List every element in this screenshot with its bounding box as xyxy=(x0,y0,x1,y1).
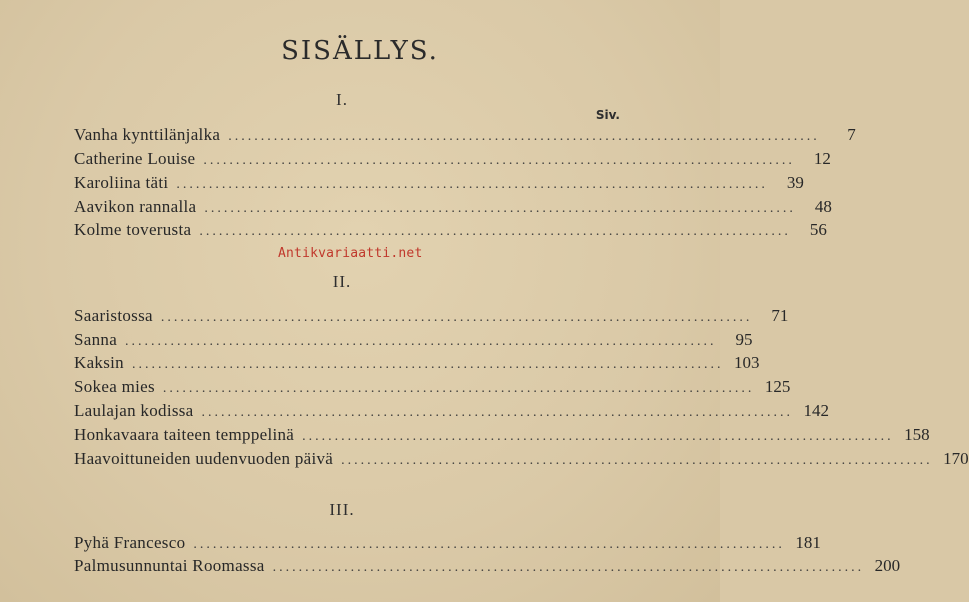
dot-leader: ........................................................................................... xyxy=(201,405,794,420)
entry-page-number: 56 xyxy=(809,220,827,239)
entry-title: Haavoittuneiden uudenvuoden päivä xyxy=(74,449,334,468)
page-title: SISÄLLYS. xyxy=(281,36,439,66)
entry-page-number: 125 xyxy=(764,377,791,396)
toc-entry xyxy=(74,449,969,469)
dot-leader: ........................................................................................... xyxy=(302,429,894,444)
entry-title: Karoliina täti xyxy=(74,173,169,192)
dot-leader: ........................................................................................... xyxy=(162,381,755,396)
toc-entry xyxy=(74,533,821,553)
toc-entry xyxy=(74,125,856,145)
entry-page-number: 71 xyxy=(771,306,789,325)
entry-title: Palmusunnuntai Roomassa xyxy=(74,556,265,575)
toc-entry xyxy=(74,353,760,373)
dot-leader: ........................................................................................... xyxy=(131,357,724,372)
entry-title: Laulajan kodissa xyxy=(74,401,194,420)
entry-page-number: 103 xyxy=(733,353,760,372)
toc-entry xyxy=(74,425,930,445)
section-heading-3: III. xyxy=(329,500,355,519)
section-heading-1: I. xyxy=(336,90,348,109)
dot-leader: ........................................................................................... xyxy=(199,224,791,239)
section-heading-2: II. xyxy=(332,272,352,291)
entry-title: Catherine Louise xyxy=(74,149,196,168)
entry-page-number: 48 xyxy=(814,197,832,216)
page-column-header: Siv. xyxy=(595,108,620,122)
dot-leader: ........................................................................................... xyxy=(193,537,785,552)
entry-page-number: 200 xyxy=(874,556,901,575)
dot-leader: ........................................................................................... xyxy=(125,334,717,349)
toc-entry xyxy=(74,220,827,240)
entry-page-number: 12 xyxy=(813,149,831,168)
dot-leader: ........................................................................................... xyxy=(160,310,753,325)
dot-leader: ........................................................................................... xyxy=(272,560,865,575)
entry-title: Vanha kynttilänjalka xyxy=(74,125,221,144)
toc-entry xyxy=(74,556,901,576)
entry-title: Aavikon rannalla xyxy=(74,197,197,216)
entry-page-number: 170 xyxy=(943,449,969,468)
entry-title: Saaristossa xyxy=(74,306,153,325)
entry-title: Pyhä Francesco xyxy=(74,533,186,552)
entry-page-number: 181 xyxy=(795,533,821,552)
entry-title: Kaksin xyxy=(74,353,124,372)
toc-entry xyxy=(74,377,791,397)
entry-title: Kolme toverusta xyxy=(74,220,192,239)
entry-page-number: 95 xyxy=(735,330,753,349)
toc-entry xyxy=(74,149,831,169)
toc-entry xyxy=(74,173,804,193)
dot-leader: ........................................................................................... xyxy=(341,453,933,468)
dot-leader: ........................................................................................... xyxy=(204,201,796,216)
watermark-text: Antikvariaatti.net xyxy=(278,246,423,261)
dot-leader: ........................................................................................... xyxy=(176,177,768,192)
dot-leader: ........................................................................................... xyxy=(228,129,820,144)
toc-entry xyxy=(74,330,753,350)
entry-title: Sokea mies xyxy=(74,377,155,396)
dot-leader: ........................................................................................... xyxy=(203,153,795,168)
entry-title: Honkavaara taiteen temppelinä xyxy=(74,425,295,444)
toc-entry xyxy=(74,401,830,421)
entry-page-number: 39 xyxy=(786,173,804,192)
entry-page-number: 158 xyxy=(904,425,930,444)
entry-page-number: 142 xyxy=(803,401,830,420)
toc-entry xyxy=(74,197,832,217)
toc-entry xyxy=(74,306,789,326)
entry-page-number: 7 xyxy=(847,125,856,144)
entry-title: Sanna xyxy=(74,330,118,349)
